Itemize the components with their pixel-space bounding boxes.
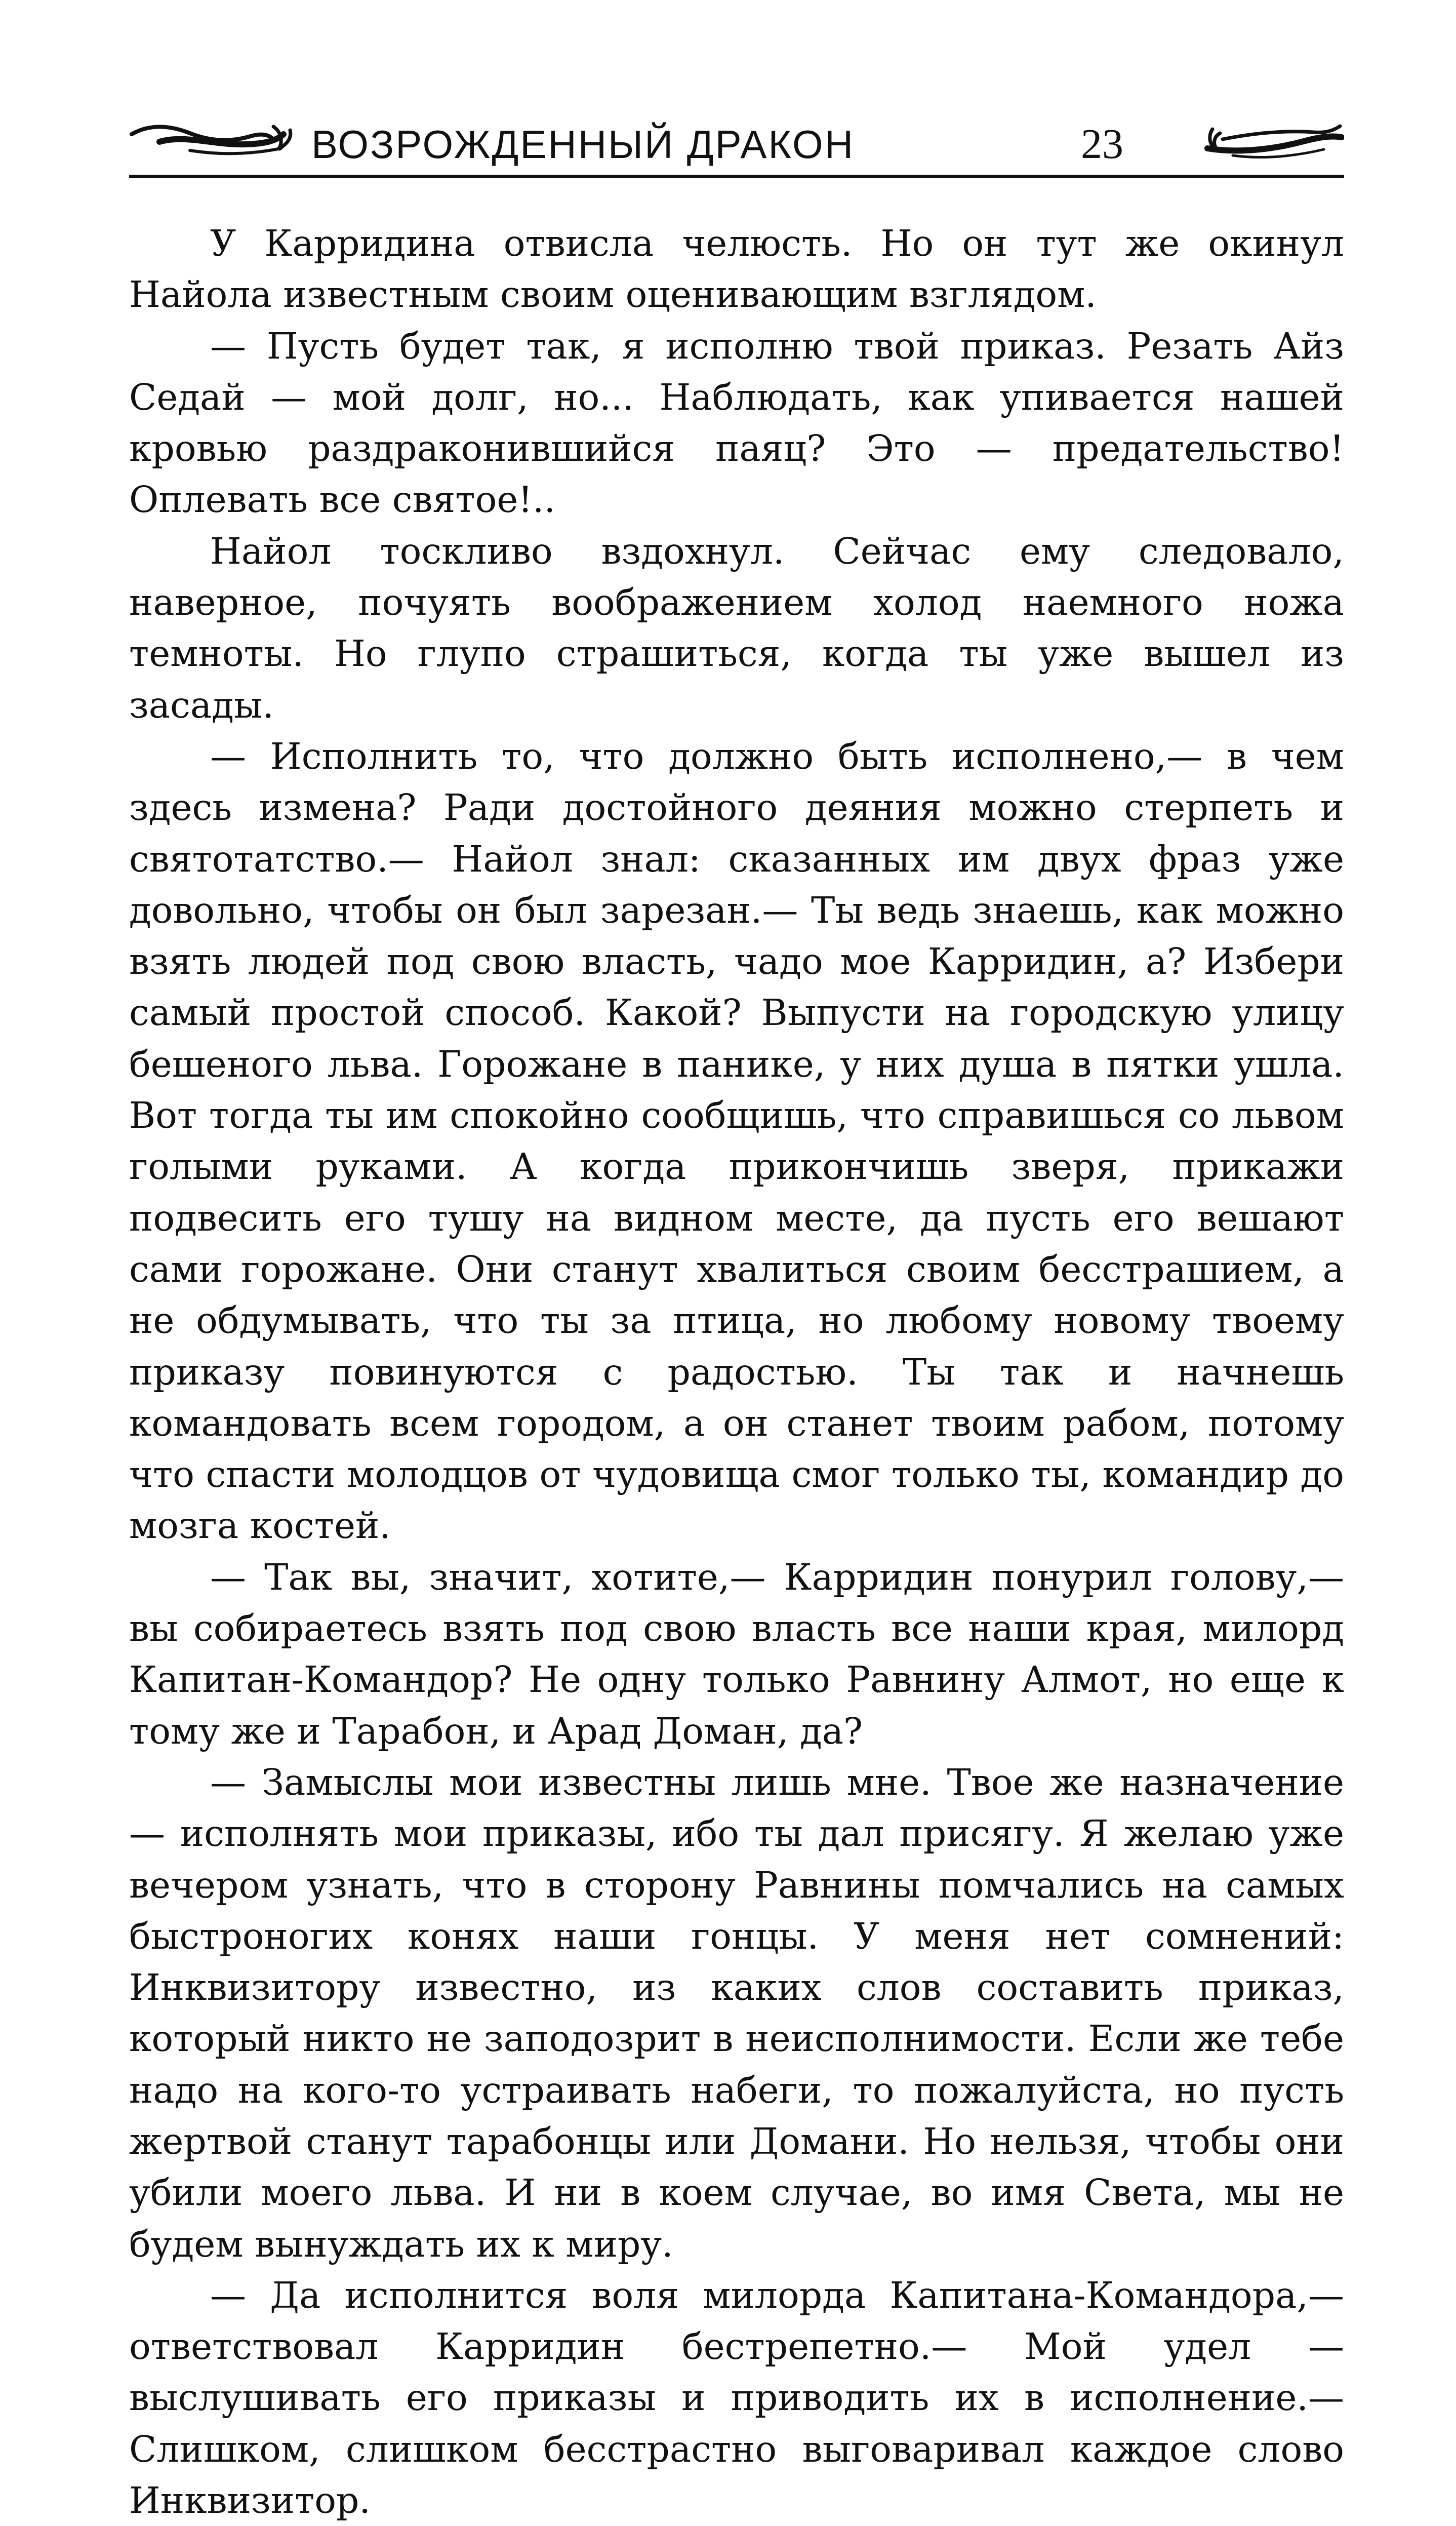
flourish-ornament-right-icon: [1192, 119, 1344, 165]
paragraph: У Карридина отвисла челюсть. Но он тут же окинул Найола известным своим оценивающим взглядом.: [129, 222, 1344, 316]
header-rule: [129, 175, 1344, 178]
flourish-ornament-left-icon: [129, 119, 296, 165]
body-text: [129, 218, 1344, 2526]
paragraph: Найол тоскливо вздохнул. Сейчас ему следовало, наверное, почуять воображением холод наемного ножа темноты. Но глупо страшиться, когда ты уже вышел из засады.: [129, 530, 1344, 726]
paragraph: — Замыслы мои известны лишь мне. Твое же назначение — исполнять мои приказы, ибо ты дал присягу. Я желаю уже вечером узнать, что в сторону Равнины помчались на самых быстроногих конях наши гонцы. У меня нет сомнений: Инквизитору известно, из каких слов составить приказ, который никто не заподозрит в неисполнимости. Если же тебе надо на кого-то устраивать набеги, то пожалуйста, но пусть жертвой станут тарабонцы или Домани. Но нельзя, чтобы они убили моего льва. И ни в коем случае, во имя Света, мы не будем вынуждать их к миру.: [129, 1761, 1344, 2265]
paragraph: — Пусть будет так, я исполню твой приказ. Резать Айз Седай — мой долг, но... Наблюдать, как упивается нашей кровью раздраконившийся паяц? Это — предательство! Оплевать все святое!..: [129, 325, 1344, 521]
running-title: ВОЗРОЖДЕННЫЙ ДРАКОН: [311, 122, 855, 167]
paragraph: — Так вы, значит, хотите,— Карридин понурил голову,— вы собираетесь взять под свою власть все наши края, милорд Капитан-Командор? Не одну только Равнину Алмот, но еще к тому же и Тарабон, и Арад Доман, да?: [129, 1556, 1344, 1752]
page-header: [129, 109, 1344, 185]
paragraph: — Да исполнится воля милорда Капитана-Командора,— ответствовал Карридин бестрепетно.— Мой удел — выслушивать его приказы и приводить их в исполнение.— Слишком, слишком бесстрастно выговаривал каждое слово Инквизитор.: [129, 2274, 1344, 2522]
paragraph: — Исполнить то, что должно быть исполнено,— в чем здесь измена? Ради достойного деяния можно стерпеть и святотатство.— Найол знал: сказанных им двух фраз уже довольно, чтобы он был зарезан.— Ты ведь знаешь, как можно взять людей под свою власть, чадо мое Карридин, а? Избери самый простой способ. Какой? Выпусти на городскую улицу бешеного льва. Горожане в панике, у них душа в пятки ушла. Вот тогда ты им спокойно сообщишь, что справишься со львом голыми руками. А когда прикончишь зверя, прикажи подвесить его тушу на видном месте, да пусть его вешают сами горожане. Они станут хвалиться своим бесстрашием, а не обдумывать, что ты за птица, но любому новому твоему приказу повинуются с радостью. Ты так и начнешь командовать всем городом, а он станет твоим рабом, потому что спасти молодцов от чудовища смог только ты, командир до мозга костей.: [129, 735, 1344, 1547]
page-number: 23: [1081, 121, 1123, 168]
